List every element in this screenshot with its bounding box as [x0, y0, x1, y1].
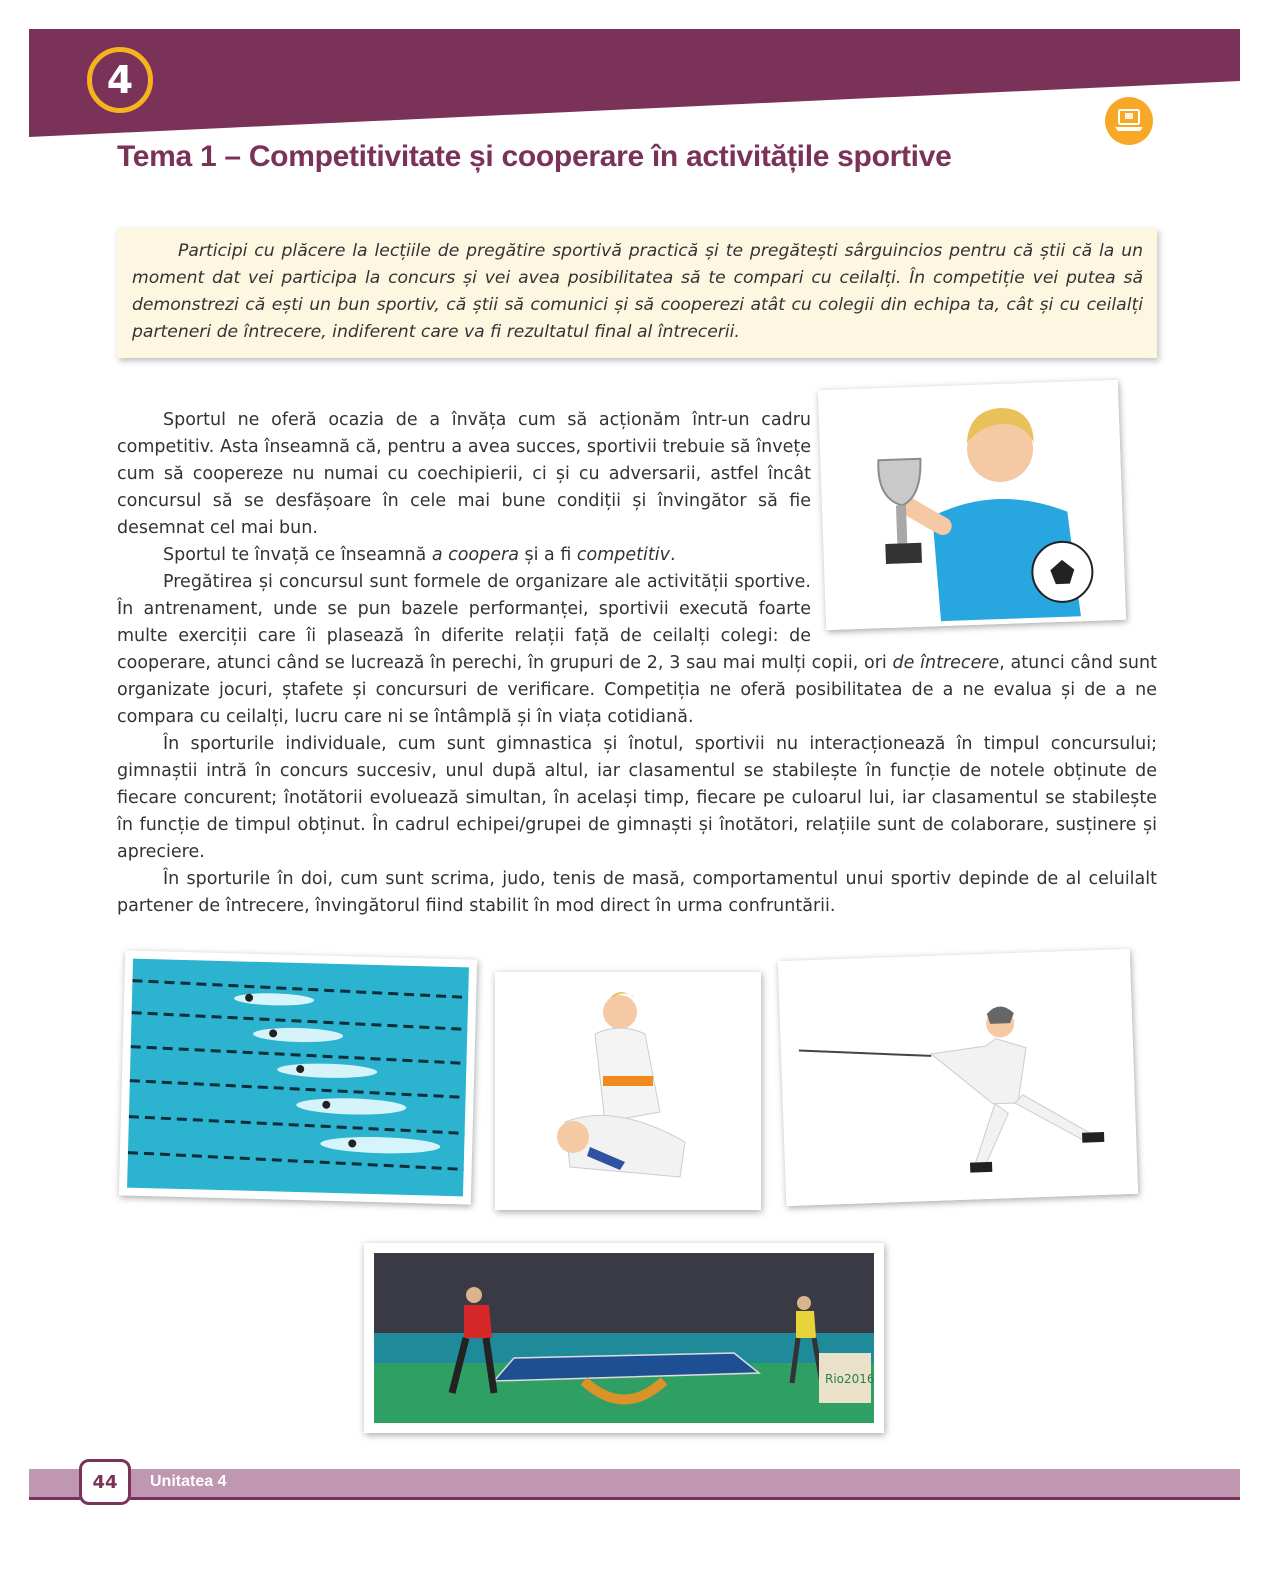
table-tennis-photo [364, 1243, 884, 1433]
intro-text: Participi cu plăcere la lecțiile de pregătire sportivă practică și te pregătești sârguincios pentru că știi că la un moment dat vei participa la concurs și vei avea posibilitatea să te compari cu ceilalți. În competiție vei putea să demonstrezi că ești un bun sportiv, că știi să comunici și să cooperezi atât cu colegii din echipa ta, cât și cu ceilalți parteneri de întrecere, indiferent care va fi rezultatul final al întrecerii. [132, 241, 1143, 342]
header-band [29, 29, 1240, 140]
intro-box [117, 228, 1157, 358]
page-number [79, 1459, 131, 1505]
page-title: Tema 1 – Competitivitate și cooperare în activitățile sportive [117, 140, 952, 173]
page-number-text: 44 [92, 1471, 118, 1493]
swimming-photo [119, 950, 477, 1204]
judo-photo [495, 972, 761, 1210]
paragraph-1: Sportul ne oferă ocazia de a învăța cum să acționăm într-un cadru competitiv. Asta înseamnă că, pentru a avea succes, sportivii trebuie să învețe cum să coopereze nu numai cu coechipierii, ci și cu adversarii, astfel încât concursul să se desfășoare în cele mai bune condiții și învingător să fie desemnat cel mai bun. [117, 410, 811, 538]
paragraph-2: Sportul te învață ce înseamnă a coopera și a fi competitiv. [163, 545, 676, 565]
rio-banner-text: Rio2016 [825, 1372, 875, 1386]
unit-label: Unitatea 4 [150, 1473, 227, 1490]
laptop-icon[interactable] [1105, 97, 1153, 145]
paragraph-3: Pregătirea și concursul sunt formele de organizare ale activității sportive. În antrenament, unde se pun bazele performanței, sportivii execută foarte multe exerciții care îi plasează în diferite relații față de ceilalți colegi: de cooperare, atunci când se lucrează în perechi, în grupuri de 2, 3 sau mai mulți copii, ori de întrecere, atunci când sunt organizate jocuri, ștafete și concursuri de verificare. Competiția ne oferă posibilitatea de a ne evalua și de a ne compara cu ceilalți, lucru care ni se întâmplă și în viața cotidiană. [117, 572, 1157, 727]
trophy-boy-photo [818, 380, 1126, 630]
unit-number: 4 [106, 58, 134, 102]
fencing-photo [778, 949, 1138, 1206]
paragraph-5: În sporturile în doi, cum sunt scrima, judo, tenis de masă, comportamentul unui sportiv depinde de al celuilalt partener de întrecere, învingătorul fiind stabilit în mod direct în urma confruntării. [117, 869, 1157, 916]
paragraph-4: În sporturile individuale, cum sunt gimnastica și înotul, sportivii nu interacționează în timpul concursului; gimnaștii intră în concurs succesiv, unul după altul, iar clasamentul se stabilește în funcție de notele obținute de fiecare concurent; înotătorii evoluează simultan, în același timp, fiecare pe culoarul lui, iar clasamentul se stabilește în funcție de timpul obținut. În cadrul echipei/grupei de gimnaști și înotători, relațiile sunt de colaborare, susținere și apreciere. [117, 734, 1157, 862]
unit-number-badge [87, 47, 153, 113]
